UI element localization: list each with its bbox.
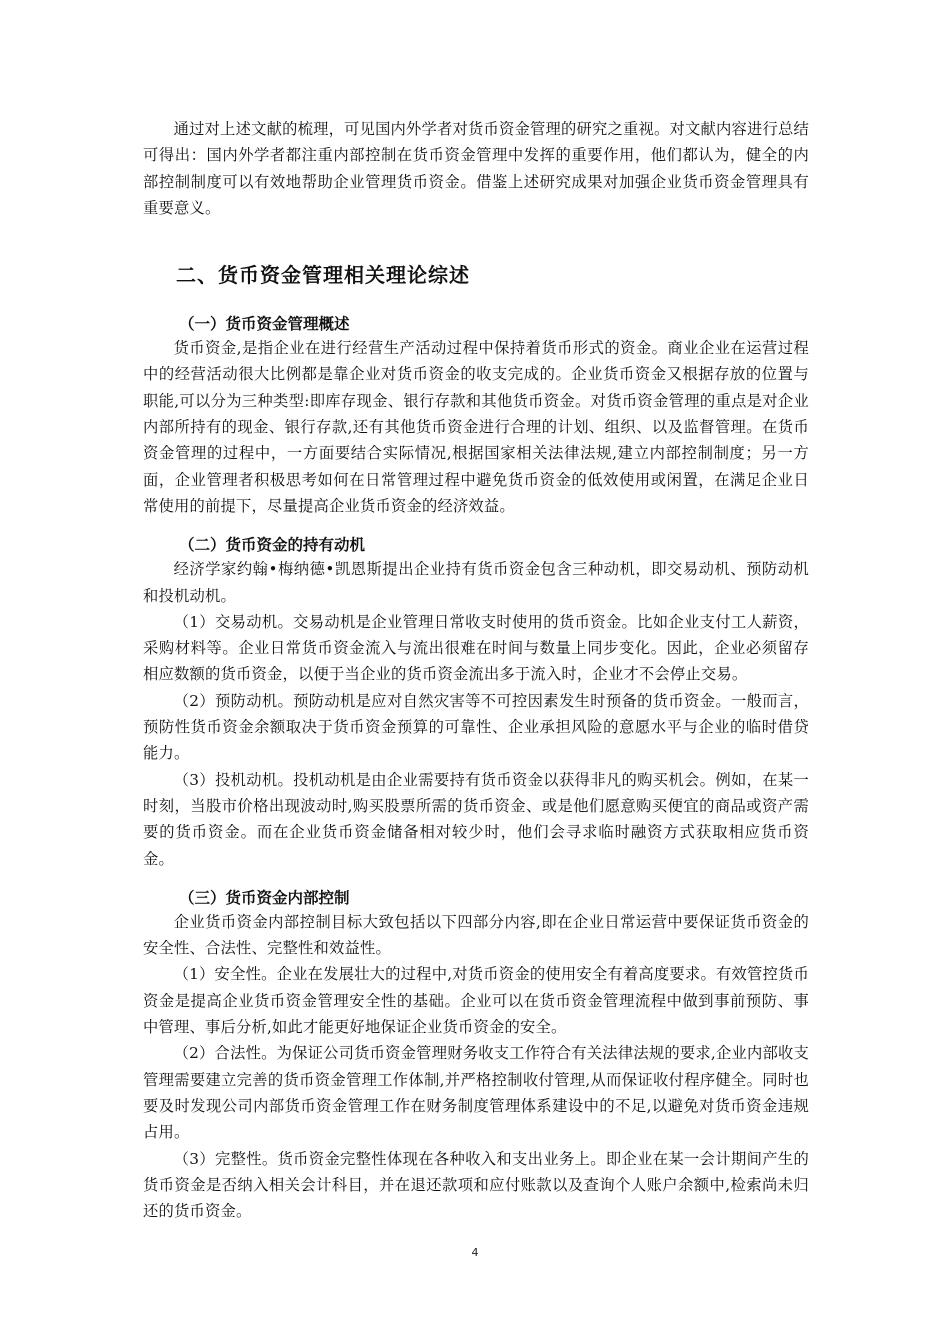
intro-paragraph: 通过对上述文献的梳理，可见国内外学者对货币资金管理的研究之重视。对文献内容进行总结可得出：国内外学者都注重内部控制在货币资金管理中发挥的重要作用，他们都认为，健全的内部控制制度可以有效地帮助企业管理货币资金。借鉴上述研究成果对加强企业货币资金管理具有重要意义。 (143, 120, 809, 217)
subsection-heading-1: （一）货币资金管理概述 (179, 315, 350, 334)
paragraph: （2）合法性。为保证公司货币资金管理财务收支工作符合有关法律法规的要求,企业内部收支管理需要建立完善的货币资金管理工作体制,并严格控制收付管理,从而保证收付程序健全。同时也要及时发现公司内部货币资金管理工作在财务制度管理体系建设中的不足,以避免对货币资金违规占用。 (143, 1044, 809, 1142)
paragraph: （2）预防动机。预防动机是应对自然灾害等不可控因素发生时预备的货币资金。一般而言，预防性货币资金余额取决于货币资金预算的可靠性、企业承担风险的意愿水平与企业的临时借贷能力。 (143, 691, 809, 763)
paragraph: （1）安全性。企业在发展壮大的过程中,对货币资金的使用安全有着高度要求。有效管控货币资金是提高企业货币资金管理安全性的基础。企业可以在货币资金管理流程中做到事前预防、事中管理、事后分析,如此才能更好地保证企业货币资金的安全。 (143, 965, 809, 1037)
paragraph: （3）完整性。货币资金完整性体现在各种收入和支出业务上。即企业在某一会计期间产生的货币资金是否纳入相关会计科目，并在退还款项和应付账款以及查询个人账户余额中,检索尚未归还的货币资金。 (143, 1149, 809, 1221)
subsection-heading-3: （三）货币资金内部控制 (179, 888, 350, 907)
page-number: 4 (471, 1246, 479, 1259)
paragraph: 企业货币资金内部控制目标大致包括以下四部分内容,即在企业日常运营中要保证货币资金的安全性、合法性、完整性和效益性。 (143, 912, 809, 958)
paragraph: （3）投机动机。投机动机是由企业需要持有货币资金以获得非凡的购买机会。例如，在某一时刻，当股市价格出现波动时,购买股票所需的货币资金、或是他们愿意购买便宜的商品或资产需要的货币资金。而在企业货币资金储备相对较少时，他们会寻求临时融资方式获取相应货币资金。 (143, 770, 809, 868)
section-heading: 二、货币资金管理相关理论综述 (176, 263, 470, 288)
page-content (143, 116, 809, 1224)
paragraph: 经济学家约翰•梅纳德•凯恩斯提出企业持有货币资金包含三种动机，即交易动机、预防动机和投机动机。 (143, 560, 809, 605)
subsection-heading-2: （二）货币资金的持有动机 (179, 536, 366, 555)
paragraph: 货币资金,是指企业在进行经营生产活动过程中保持着货币形式的资金。商业企业在运营过程中的经营活动很大比例都是靠企业对货币资金的收支完成的。企业货币资金又根据存放的位置与职能,可以分为三种类型:即库存现金、银行存款和其他货币资金。对货币资金管理的重点是对企业内部所持有的现金、银行存款,还有其他货币资金进行合理的计划、组织、以及监督管理。在货币资金管理的过程中，一方面要结合实际情况,根据国家相关法律法规,建立内部控制制度；另一方面，企业管理者积极思考如何在日常管理过程中避免货币资金的低效使用或闲置，在满足企业日常使用的前提下，尽量提高企业货币资金的经济效益。 (143, 339, 809, 515)
paragraph: （1）交易动机。交易动机是企业管理日常收支时使用的货币资金。比如企业支付工人薪资，采购材料等。企业日常货币资金流入与流出很难在时间与数量上同步变化。因此，企业必须留存相应数额的货币资金，以便于当企业的货币资金流出多于流入时，企业才不会停止交易。 (143, 612, 809, 684)
